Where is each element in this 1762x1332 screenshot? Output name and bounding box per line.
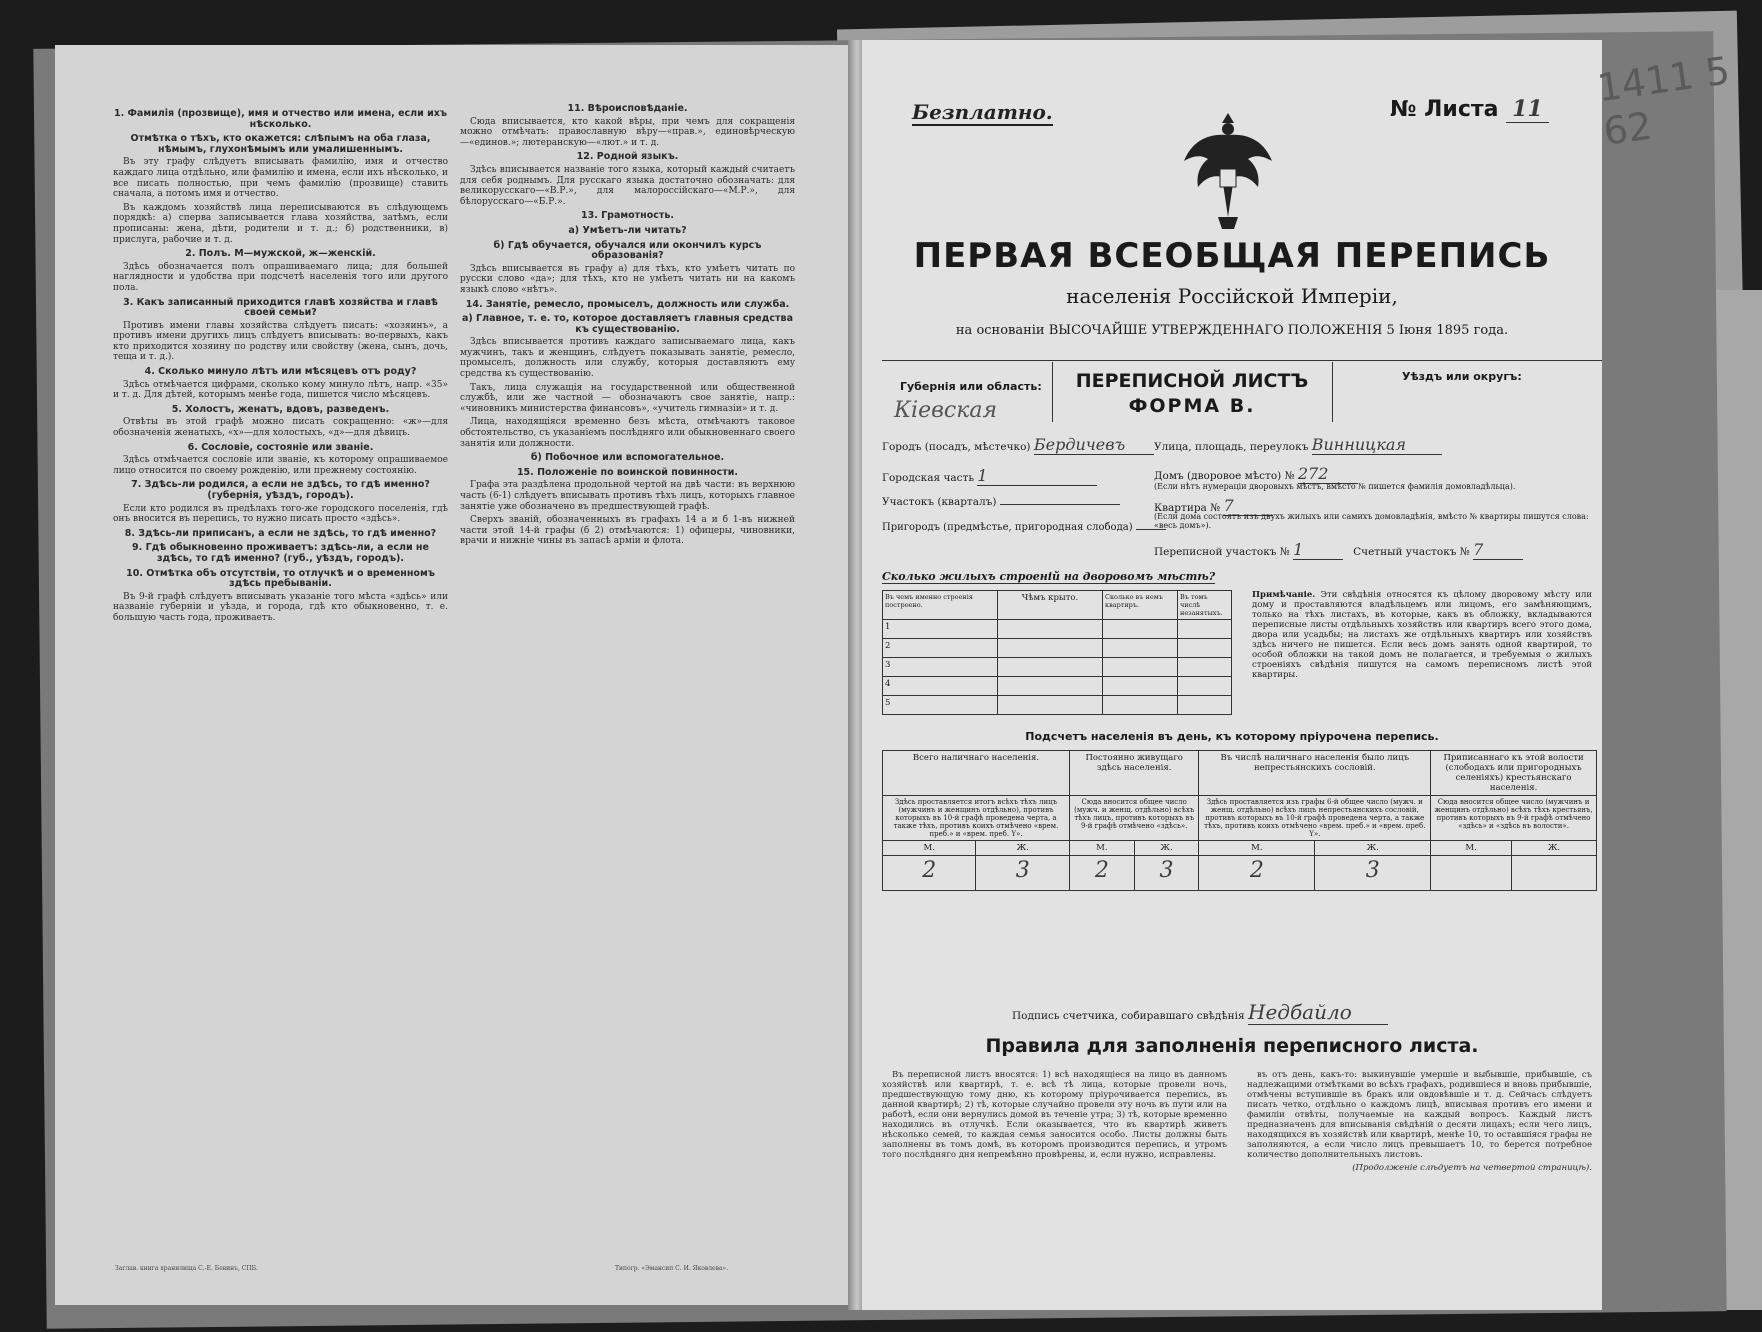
census-title: ПЕРВАЯ ВСЕОБЩАЯ ПЕРЕПИСЬ [913, 236, 1551, 276]
form-title-line1: ПЕРЕПИСНОЙ ЛИСТЪ [1075, 370, 1309, 392]
city-field [882, 435, 1154, 455]
bt-cell [1103, 677, 1178, 696]
imperial-eagle-emblem [1178, 105, 1278, 235]
ct-male: М. [883, 841, 976, 856]
ct-female: Ж. [1315, 841, 1431, 856]
count-value: 3 [1315, 856, 1431, 891]
count-header-row [883, 751, 1597, 796]
table-row [883, 620, 1232, 639]
heading-q14a: а) Главное, т. е. то, которое доставляетъ главныя средства къ существованію. [462, 313, 793, 335]
house-label: Домъ (дворовое мѣсто) № [1154, 470, 1295, 482]
buildings-header-row [883, 591, 1232, 620]
heading-q4: 4. Сколько минуло лѣтъ или мѣсяцевъ отъ роду? [144, 366, 417, 378]
ct-male: М. [1069, 841, 1134, 856]
text-q7: Если кто родился въ предѣлахъ того-же городского поселенія, гдѣ онъ вносится въ перепись, то нужно писать просто «здѣсь». [113, 503, 448, 525]
heading-q13b: б) Гдѣ обучается, обучался или окончилъ курсъ образованія? [493, 239, 762, 262]
heading-q14b: б) Побочное или вспомогательное. [530, 452, 725, 464]
sheet-number-value: 11 [1506, 96, 1549, 123]
ct-col-present: Всего наличнаго населенія. [883, 751, 1070, 796]
part-field [882, 466, 1097, 486]
bt-cell [1103, 658, 1178, 677]
perepis-uchastok-field [1154, 540, 1523, 560]
text-q11: Сюда вписывается, кто какой вѣры, при чемъ для сокращенія можно отмѣчать: православную вѣру—«прав.», единовѣрческую—«единов.»; лютеранскую—«лют.» и т. д. [460, 116, 795, 148]
buildings-note [1252, 590, 1592, 680]
kv-label: Квартира № [1154, 502, 1221, 514]
note-label: Примѣчаніе. [1252, 590, 1316, 600]
bt-col-apartments: Сколько въ немъ квартиръ. [1103, 591, 1178, 620]
text-q4: Здѣсь отмѣчается цифрами, сколько кому минуло лѣтъ, напр. «35» и т. д. Для дѣтей, которымъ менѣе года, пишется число мѣсяцевъ. [113, 379, 448, 401]
ct-desc-non-peasant: Здѣсь проставляется изъ графы 6-й общее число (мужч. и женщ. отдѣльно) всѣхъ лицъ непрестьянскихъ сословій, противъ которыхъ въ 10-й графѣ проведена черта, а также тѣхъ, противъ коихъ отмѣчено «врем. преб.» и «врем. преб. Y». [1199, 796, 1431, 841]
ct-desc-peasant: Сюда вносится общее число (мужчинъ и женщинъ отдѣльно) всѣхъ тѣхъ крестьянъ, противъ которыхъ въ 9-й графѣ отмѣчено «здѣсь» и «здѣсь въ волости». [1431, 796, 1597, 841]
heading-q11: 11. Вѣроисповѣданіе. [567, 103, 688, 114]
heading-q9: 9. Гдѣ обыкновенно проживаетъ: здѣсь-ли, а если не здѣсь, то гдѣ именно? (губ., уѣздъ, городъ). [132, 542, 429, 564]
text-q1-2: Въ каждомъ хозяйствѣ лица переписываются въ слѣдующемъ порядкѣ: а) сперва записывается глава хозяйства, затѣмъ, если прописаны: жена, дѣти, родители и т. д.; б) родственники, в) прислуга, рабочие и т. д. [113, 202, 448, 245]
text-q15-1: Графа эта раздѣлена продольной чертой на двѣ части: въ верхнюю часть (6-1) слѣдуетъ вписывать противъ тѣхъ лицъ, которыхъ главное занятіе уже обозначено въ предшествующей графѣ. [460, 480, 795, 512]
heading-q2: 2. Полъ. М—мужской, ж—женскій. [185, 248, 376, 260]
signature-value: Недбайло [1248, 1000, 1388, 1025]
buildings-question: Сколько жилыхъ строеній на дворовомъ мѣстѣ? [882, 570, 1216, 583]
heading-q1b: Отмѣтка о тѣхъ, кто окажется: слѣпымъ на оба глаза, нѣмымъ, глухонѣмымъ или умалишеннымъ. [130, 133, 431, 155]
bt-cell [1178, 677, 1232, 696]
heading-q1: 1. Фамилія (прозвище), имя и отчество или имена, если ихъ нѣсколько. [113, 108, 448, 130]
text-q6: Здѣсь отмѣчается сословіе или званіе, къ которому опрашиваемое лицо относится по своему рожденію, или прежнему состоянію. [113, 455, 448, 476]
census-subtitle: населенія Россійской Имперіи, [1066, 284, 1398, 308]
ct-male: М. [1199, 841, 1315, 856]
census-basis: на основаніи ВЫСОЧАЙШЕ УТВЕРЖДЕННАГО ПОЛОЖЕНІЯ 5 Іюня 1895 года. [955, 323, 1509, 338]
heading-q14: 14. Занятіе, ремесло, промыселъ, должность или служба. [465, 298, 790, 310]
text-q14-1: Здѣсь вписывается противъ каждаго записываемаго лица, какъ мужчинъ, такъ и женщинъ, слѣдуетъ показывать занятіе, ремесло, промыселъ, должность или службу, которыя доставляютъ ему средства къ существованію. [460, 337, 795, 380]
text-q13: Здѣсь вписывается въ графу а) для тѣхъ, кто умѣетъ читать по русски слово «да»; для тѣхъ, кто не умѣетъ читать ни на какомъ языкѣ слово «нѣтъ». [460, 263, 795, 295]
free-label: Безплатно. [912, 100, 1053, 124]
table-row [883, 658, 1232, 677]
street-label: Улица, площадь, переулокъ [1154, 441, 1309, 453]
bt-row-num: 5 [883, 696, 998, 715]
part-value: 1 [977, 466, 1097, 486]
bt-cell [998, 696, 1103, 715]
text-q1-1: Въ эту графу слѣдуетъ вписывать фамилію, имя и отчество каждаго лица отдѣльно, или фамилію и имена, если ихъ нѣсколько, и все писать полностью, при чемъ фамилію (прозвище) ставить сначала, а потомъ имя и отчество. [113, 157, 448, 200]
bt-col-vacant: Въ томъ числѣ незанятыхъ. [1178, 591, 1232, 620]
rules-text-1: Въ переписной листъ вносятся: 1) всѣ находящіеся на лицо въ данномъ хозяйствѣ или квартирѣ, т. е. всѣ тѣ лица, которые провели ночь, предшествующую тому дню, къ которому пріурочивается перепись, въ данной квартирѣ; 2) тѣ, которые случайно провели эту ночь въ пути или на работѣ, если они вернулись домой въ теченіе утра; 3) тѣ, которые временно находились въ отлучкѣ. Если оказывается, что въ квартирѣ живетъ нѣсколько семей, то каждая семья заносится особо. Листы должны быть заполнены въ томъ домѣ, въ которомъ производится перепись, и утромъ того послѣдняго дня непремѣнно провѣрены, и, если нужно, исправлены. [882, 1070, 1227, 1160]
ct-female: Ж. [1134, 841, 1199, 856]
count-mf-row [883, 841, 1597, 856]
bt-row-num: 4 [883, 677, 998, 696]
count-title: Подсчетъ населенія въ день, къ которому пріурочена перепись. [1025, 730, 1439, 743]
house-field [1154, 464, 1358, 484]
rules-text-2: въ отъ день, какъ-то: выкинувшіе умершіе и выбывшіе, прибывшіе, съ надлежащими отмѣтками во всѣхъ графахъ, родившіеся и вновь прибывшіе, отмѣчены вступившіе въ бракъ или овдовѣвшіе и т. д. Сейчасъ слѣдуетъ писать четко, отдѣльно о каждомъ лицѣ, вписывая противъ его имени и фамиліи отвѣты, получаемые на каждый вопросъ. Каждый листъ предназначенъ для вписыванія свѣдѣній о десяти лицахъ; если чего лицъ, находящихся въ хозяйствѣ или квартирѣ, менѣе 10, то оставшіяся графы не заполняются, а если число лицъ превышаетъ 10, то берется потребное количество дополнительныхъ листовъ. [1247, 1070, 1592, 1160]
left-page [55, 45, 855, 1305]
ct-desc-permanent: Сюда вносится общее число (мужч. и женщ. отдѣльно) всѣхъ тѣхъ лицъ, противъ которыхъ въ 9-й графѣ отмѣчено «здѣсь». [1069, 796, 1198, 841]
buildings-table [882, 590, 1232, 715]
signature-field [1012, 1000, 1388, 1025]
sheet-number-label: № Листа [1390, 97, 1499, 122]
heading-q15: 15. Положеніе по воинской повинности. [516, 466, 739, 478]
bt-cell [998, 639, 1103, 658]
heading-q7: 7. Здѣсь-ли родился, а если не здѣсь, то гдѣ именно? (губернія, уѣздъ, городъ). [131, 479, 430, 501]
heading-q12: 12. Родной языкъ. [576, 151, 679, 163]
part-label: Городская часть [882, 472, 975, 484]
heading-q3: 3. Какъ записанный приходится главѣ хозяйства и главѣ своей семьи? [123, 296, 438, 319]
uezd-label: Уѣздъ или округъ: [1402, 370, 1522, 383]
heading-q6: 6. Сословіе, состояніе или званіе. [187, 441, 374, 453]
text-q12: Здѣсь вписывается названіе того языка, который каждый считаетъ для себя роднымъ. Для русскаго языка достаточно обозначать: для великорусскаго—«В.Р.», для малороссійскаго—«М.Р.», для бѣлорусскаго—«Б.Р.». [460, 164, 795, 207]
bt-cell [1103, 620, 1178, 639]
house-note: (Если нѣтъ нумераціи дворовыхъ мѣстъ, вмѣсто № пишется фамилія домовладѣльца). [1154, 482, 1516, 491]
kv-value: 7 [1223, 496, 1273, 516]
left-footer-2: Типогр. «Эмансип С. И. Яковлева». [615, 1265, 729, 1272]
bt-cell [1103, 639, 1178, 658]
table-row [883, 639, 1232, 658]
bt-col-material: Въ чемъ именно строенія построено. [883, 591, 998, 620]
bt-row-num: 3 [883, 658, 998, 677]
bt-cell [1178, 696, 1232, 715]
heading-q13: 13. Грамотность. [580, 210, 675, 222]
text-q5: Отвѣты въ этой графѣ можно писать сокращенно: «ж»—для обозначенія женатыхъ, «х»—для холостыхъ, «д»—для дѣвицъ. [113, 417, 448, 439]
uchastok-value-line [1000, 504, 1120, 505]
ct-col-peasant: Приписаннаго къ этой волости (слободахъ или пригородныхъ селеніяхъ) крестьянскаго населенія. [1431, 751, 1597, 796]
text-q2: Здѣсь обозначается полъ опрашиваемаго лица; для большей наглядности и удобства при подсчетѣ населенія того или другого пола. [113, 261, 448, 293]
rules-column-2 [1247, 1070, 1592, 1290]
heading-q5: 5. Холостъ, женатъ, вдовъ, разведенъ. [171, 403, 390, 415]
count-values-row [883, 856, 1597, 891]
perepis-uchastok-label: Переписной участокъ № [1154, 546, 1290, 558]
prigorod-field [882, 522, 1166, 533]
gubernia-label: Губернія или область: [900, 380, 1042, 393]
ct-male: М. [1431, 841, 1512, 856]
form-title-line2: ФОРМА В. [1128, 395, 1256, 417]
city-value: Бердичевъ [1034, 435, 1154, 455]
text-q14-3: Лица, находящіяся временно безъ мѣста, отмѣчаютъ таковое обстоятельство, съ указаніемъ послѣдняго или обыкновеннаго своего занятія или должности. [460, 417, 795, 449]
text-q3: Противъ имени главы хозяйства слѣдуетъ писать: «хозяинъ», а противъ имени другихъ лицъ слѣдуетъ вписывать: во-первыхъ, какъ кто приходится хозяину по родству или свойству (жена, сынъ, дочь, теща и т. д.). [113, 320, 448, 363]
count-value [1511, 856, 1596, 891]
count-value: 3 [976, 856, 1069, 891]
prigorod-label: Пригородъ (предмѣстье, пригородная слобода) [882, 522, 1133, 533]
ct-col-permanent: Постоянно живущаго здѣсь населенія. [1069, 751, 1198, 796]
bt-row-num: 1 [883, 620, 998, 639]
count-value: 2 [1069, 856, 1134, 891]
bt-cell [998, 658, 1103, 677]
gubernia-value: Кіевская [894, 398, 998, 423]
left-column-2 [460, 100, 795, 1250]
count-value: 2 [883, 856, 976, 891]
rules-column-1 [882, 1070, 1227, 1290]
city-label: Городъ (посадъ, мѣстечко) [882, 441, 1031, 453]
uchastok-label: Участокъ (кварталъ) [882, 496, 997, 508]
bt-row-num: 2 [883, 639, 998, 658]
rules-title: Правила для заполненія переписного листа. [985, 1035, 1479, 1057]
text-q9: Въ 9-й графѣ слѣдуетъ вписывать указаніе того мѣста «здѣсь» или названіе губерніи и уѣзда, и города, гдѣ кто обыкновенно, т. е. большую часть года, проживаетъ. [113, 591, 448, 623]
count-desc-row [883, 796, 1597, 841]
left-column-1 [113, 105, 448, 1245]
count-value: 2 [1199, 856, 1315, 891]
bt-cell [1178, 658, 1232, 677]
schetn-uchastok-label: Счетный участокъ № [1353, 546, 1470, 558]
kv-note: (Если дома состоятъ изъ двухъ жилыхъ или самихъ домовладѣнія, вмѣсто № квартиры пишутся слова: «весь домъ»). [1154, 512, 1589, 530]
pencil-note: 1411 5 62 [1594, 48, 1733, 154]
left-footer-1: Заглав. книга хранилища С.-Е. Бевинъ, СПБ. [115, 1265, 258, 1272]
uchastok-field [882, 496, 1120, 508]
heading-q10: 10. Отмѣтка объ отсутствіи, то отлучкѣ и о временномъ здѣсь пребываніи. [126, 567, 435, 590]
text-q14-2: Такъ, лица служащія на государственной или общественной службѣ, или же частной — обозначаютъ свое занятіе, напр.: «чиновникъ министерства финансовъ», «учитель гимназіи» и т. д. [460, 382, 795, 414]
divider-right [1332, 362, 1333, 422]
text-q15-2: Сверхъ званій, обозначенныхъ въ графахъ 14 а и б 1-въ нижней части этой 14-й графы (б 2) отмѣчаются: 1) офицеры, чиновники, врачи и нижніе чины въ запасѣ арміи и флота. [460, 515, 795, 547]
count-value: 3 [1134, 856, 1199, 891]
ct-desc-present: Здѣсь проставляется итогъ всѣхъ тѣхъ лицъ (мужчинъ и женщинъ отдѣльно), противъ которыхъ въ 10-й графѣ проведена черта, а также тѣхъ, противъ коихъ отмѣчено «врем. преб.» и «врем. преб. Y». [883, 796, 1070, 841]
bt-cell [998, 620, 1103, 639]
rules-continued: (Продолженіе слѣдуетъ на четвертой страницѣ). [1352, 1163, 1592, 1173]
ct-female: Ж. [1511, 841, 1596, 856]
bt-cell [1178, 639, 1232, 658]
ct-female: Ж. [976, 841, 1069, 856]
table-row [883, 677, 1232, 696]
note-text: Эти свѣдѣнія относятся къ цѣлому дворовому мѣсту или дому и проставляются владѣльцемъ или лицомъ, его замѣняющимъ, только на тѣхъ листахъ, въ которые, какъ въ обложку, вкладываются переписные листы отдѣльныхъ хозяйствъ или квартиръ всего этого дома, двора или усадьбы; на листахъ же отдѣльныхъ квартиръ или хозяйствъ здѣсь ничего не пишется. Если весь домъ занять одной квартирой, то особой обложки на такой домъ не полагается, и требуемыя о жилыхъ строеніяхъ свѣдѣнія пишутся на самомъ переписномъ листѣ этой квартиры. [1252, 590, 1593, 680]
bt-cell [998, 677, 1103, 696]
street-value: Винницкая [1312, 435, 1442, 455]
ct-col-non-peasant: Въ числѣ наличнаго населенія было лицъ непрестьянскихъ сословій. [1199, 751, 1431, 796]
sheet-number [1390, 96, 1549, 122]
bt-cell [1178, 620, 1232, 639]
house-value: 272 [1298, 464, 1358, 484]
count-value [1431, 856, 1512, 891]
perepis-uchastok-value: 1 [1293, 540, 1343, 560]
street-field [1154, 435, 1442, 455]
bt-cell [1103, 696, 1178, 715]
table-row [883, 696, 1232, 715]
schetn-uchastok-value: 7 [1473, 540, 1523, 560]
heading-q8: 8. Здѣсь-ли приписанъ, а если не здѣсь, то гдѣ именно? [124, 527, 437, 539]
heading-q13a: а) Умѣетъ-ли читать? [568, 224, 687, 236]
signature-label: Подпись счетчика, собиравшаго свѣдѣнія [1012, 1010, 1245, 1022]
population-count-table [882, 750, 1597, 891]
bt-col-roof: Чѣмъ крыто. [998, 591, 1103, 620]
